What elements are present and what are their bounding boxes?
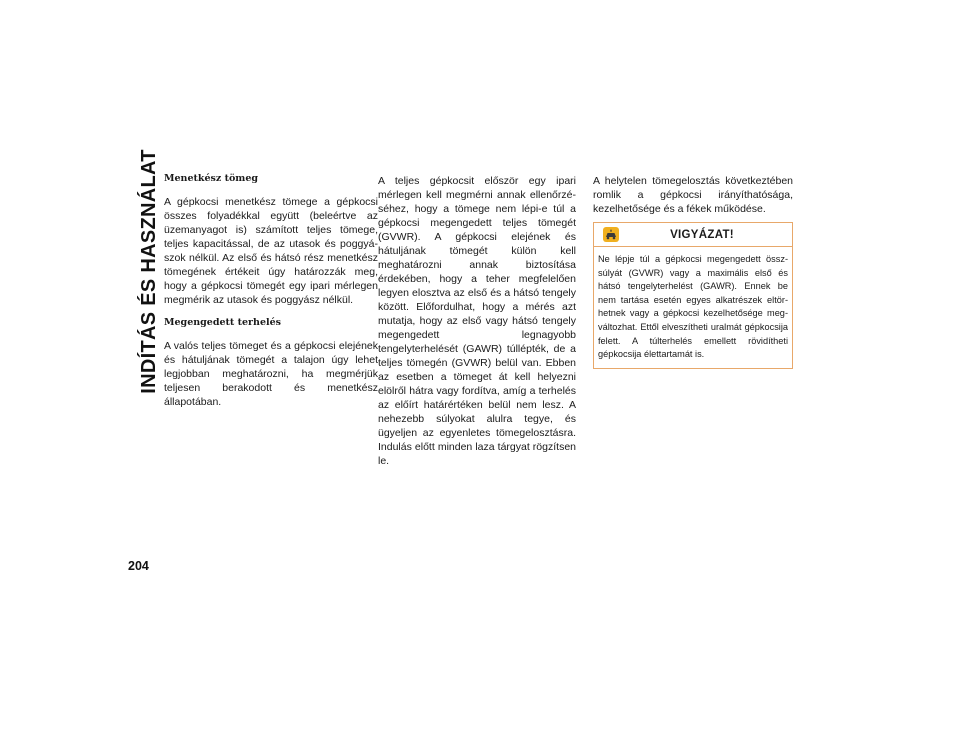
paragraph-allowed-load: A valós teljes tömeget és a gépkocsi elejének és hátuljának tömegét a talajon úgy lehet legjobban meghatározni, ha megmérjük teljesen berakodott és menetkész állapotában. xyxy=(164,340,378,408)
page-number: 204 xyxy=(128,559,149,573)
warning-box xyxy=(593,222,793,369)
warning-title: VIGYÁZAT! xyxy=(670,228,734,241)
heading-curb-weight: Menetkész tömeg xyxy=(164,173,259,184)
warning-body: Ne lépje túl a gépkocsi megengedett összsúlyát (GVWR) vagy a maximális első és hátsó tengelyterhelést (GAWR). Ennek be nem tartása esetén egyes alkatrészek eltörhetnek vagy a gépkocsi kezelhetősége megváltozhat. Ettől elveszítheti uralmát gépkocsija felett. A túlterhelés emellett rövidítheti gépkocsija élettartamát is. xyxy=(598,254,788,360)
heading-allowed-load: Megengedett terhelés xyxy=(164,317,282,328)
column-3 xyxy=(593,174,793,369)
section-title-text: INDÍTÁS ÉS HASZNÁLAT xyxy=(137,148,160,394)
paragraph-curb-weight: A gépkocsi menetkész tömege a gépkocsi összes folyadékkal együtt (beleértve az üzemanyagot is) számított teljes tömege, teljes kapacitással, de az utasok és poggyászok nélkül. Az első és hátsó rész menetkész tömegének értékeit úgy határozzák meg, hogy a gépkocsi tömegét egy ipari mérlegen megmérik az utasok és poggyász nélkül. xyxy=(164,196,378,306)
car-warning-icon xyxy=(603,227,619,242)
column-1 xyxy=(164,172,378,409)
paragraph-weighing: A teljes gépkocsit először egy ipari mérlegen kell megmérni annak ellenőrzéséhez, hogy a tömege nem lépi-e túl a gépkocsi megengedett teljes tömegét (GVWR). A gépkocsi elejének és hátuljának tömegét külön kell meghatározni annak biztosítása érdekében, hogy a teher megfelelően legyen elosztva az első és a hátsó tengely között. Előfordulhat, hogy a mérés azt mutatja, hogy az első vagy hátsó tengely megengedett legnagyobb tengelyterhelését (GAWR) túllépték, de a teljes tömegén (GVWR) belül van. Ebben az esetben a tömeget át kell helyezni elölről hátra vagy fordítva, amíg a terhelés az előírt határértéken belül nem lesz. A nehezebb súlyokat alulra tegye, és ügyeljen az egyenletes tömegelosztásra. Indulás előtt minden laza tárgyat rögzítsen le. xyxy=(378,175,576,467)
paragraph-distribution: A helytelen tömegelosztás következtében romlik a gépkocsi irányíthatósága, kezelhetősége és a fékek működése. xyxy=(593,175,793,215)
column-2 xyxy=(378,174,576,468)
section-side-title xyxy=(137,148,160,394)
warning-header xyxy=(594,223,792,247)
